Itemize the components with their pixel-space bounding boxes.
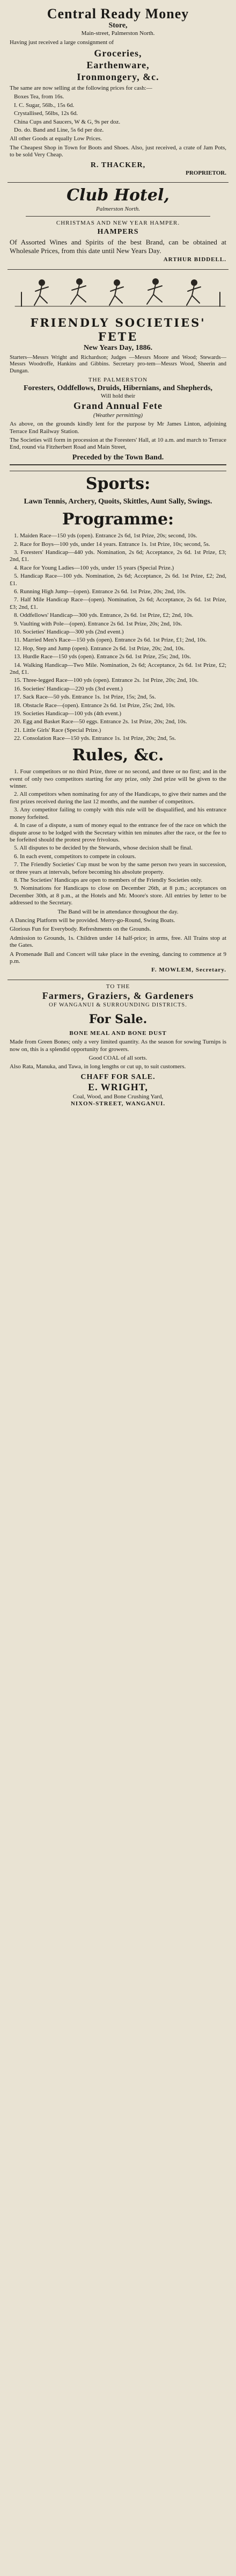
wright-place: NIXON-STREET, WANGANUI.: [70, 1100, 166, 1107]
event-item: 12. Hop, Step and Jump (open). Entrance 2s 6d. 1st Prize, 20s; 2nd, 10s.: [14, 645, 185, 652]
fete-will: Will hold their: [100, 393, 136, 400]
divider: [10, 464, 226, 471]
rule-item: 2. All competitors when nominating for any of the Handicaps, to give their names and the first prizes received during the last 12 months, and the number of competitors.: [10, 791, 226, 805]
divider: [26, 216, 210, 217]
rules-list: [10, 768, 226, 906]
sports-list: Lawn Tennis, Archery, Quoits, Skittles, Aunt Sally, Swings.: [24, 498, 212, 506]
price-item: I. C. Sugar, 56lb., 15s 6d.: [14, 102, 75, 109]
event-item: 16. Societies' Handicap—220 yds (3rd event.): [14, 685, 123, 692]
hotel-body: Of Assorted Wines and Spirits of the best Brand, can be obtained at Wholesale Prices, from this date until New Years Day.: [10, 238, 226, 255]
newspaper-column: [8, 0, 228, 1117]
fete-signature: F. MOWLEM, Secretary.: [151, 967, 226, 974]
store-goods-2: Earthenware,: [86, 60, 150, 71]
event-item: 7. Half Mile Handicap Race—(open). Nomination, 2s 6d; Acceptance, 2s 6d. 1st Prize, £3; 2nd, £1.: [10, 596, 226, 610]
store-headline: Central Ready Money: [47, 6, 189, 21]
wright-address: Coal, Wood, and Bone Crushing Yard,: [72, 1093, 164, 1100]
store-subhead: Store,: [108, 21, 128, 30]
runners-illustration: [10, 276, 231, 311]
fete-title: FRIENDLY SOCIETIES' FETE: [30, 316, 206, 343]
event-item: 13. Hurdle Race—150 yds (open). Entrance 2s 6d. 1st Prize, 25s; 2nd, 10s.: [14, 653, 191, 660]
event-item: 15. Three-legged Race—100 yds (open). Entrance 2s. 1st Prize, 20s; 2nd, 10s.: [14, 677, 199, 684]
bone-meal-heading: BONE MEAL AND BONE DUST: [69, 1030, 167, 1037]
event-item: 9. Vaulting with Pole—(open). Entrance 2s 6d. 1st Prize, 20s; 2nd, 10s.: [14, 620, 182, 627]
event-item: 6. Running High Jump—(open). Entrance 2s 6d. 1st Prize, 20s; 2nd, 10s.: [14, 588, 187, 595]
event-item: 8. Oddfellows' Handicap—300 yds. Entrance, 2s 6d. 1st Prize, £2; 2nd, 10s.: [14, 612, 194, 619]
event-item: 11. Married Men's Race—150 yds (open). Entrance 2s 6d. 1st Prize, £1; 2nd, 10s.: [14, 637, 207, 644]
club-hotel-advert: [8, 183, 228, 270]
event-item: 10. Societies' Handicap—300 yds (2nd event.): [14, 628, 124, 635]
event-item: 2. Race for Boys—100 yds, under 14 years. Entrance 1s. 1st Prize, 10s; second, 5s.: [14, 541, 210, 548]
farmers-district: OF WANGANUI & SURROUNDING DISTRICTS.: [49, 1002, 187, 1009]
event-item: 19. Societies Handicap—100 yds (4th event.): [14, 710, 122, 717]
fete-para-1: As above, on the grounds kindly lent for the purpose by Mr James Linton, adjoining Terrace End Railway Station.: [10, 421, 226, 435]
price-item: Boxes Tea, from 16s.: [14, 93, 64, 100]
price-item: Do. do. Band and Line, 5s 6d per doz.: [14, 127, 104, 134]
rule-item: 6. In each event, competitors to compete in colours.: [14, 853, 136, 860]
store-address: Main-street, Palmerston North.: [81, 30, 155, 37]
central-store-advert: [8, 3, 228, 183]
price-item: Crystallised, 56lbs, 12s 6d.: [14, 110, 78, 117]
store-goods-3: Ironmongery, &c.: [77, 71, 159, 83]
event-item: 4. Race for Young Ladies—100 yds, under 15 years (Special Prize.): [14, 564, 174, 571]
wright-name: E. WRIGHT,: [88, 1081, 148, 1092]
store-proprietor-title: PROPRIETOR.: [186, 169, 226, 176]
sports-title: Sports:: [85, 474, 151, 493]
timber-line: Also Rata, Manuka, and Tawa, in long lengths or cut up, to suit customers.: [10, 1063, 186, 1070]
friendly-societies-fete: [8, 270, 228, 980]
bone-meal-advert: [8, 980, 228, 1113]
store-proprietor: R. THACKER,: [90, 161, 146, 169]
fete-band: Preceded by the Town Band.: [72, 453, 164, 462]
programme-title: Programme:: [62, 509, 174, 529]
rules-title: Rules, &c.: [72, 745, 164, 765]
rule-item: 8. The Societies' Handicaps are open to members of the Friendly Societies only.: [14, 876, 203, 883]
hotel-signature: ARTHUR BIDDELL.: [163, 256, 226, 263]
for-sale: For Sale.: [88, 1012, 148, 1026]
farmers-to: TO THE: [106, 983, 130, 990]
event-item: 14. Walking Handicap—Two Mile. Nomination, 2s 6d; Acceptance, 2s 6d. 1st Prize, £2; 2nd, £1.: [10, 661, 226, 676]
hotel-place: Palmerston North.: [96, 205, 140, 212]
fete-dancing: A Dancing Platform will be provided. Merry-go-Round, Swing Boats.: [10, 917, 175, 924]
fete-para-2: The Societies will form in procession at the Foresters' Hall, at 10 a.m. and march to Terrace End, round via Fitzherbert Road and Main Street,: [10, 436, 226, 451]
event-item: 17. Sack Race—50 yds. Entrance 1s. 1st Prize, 15s; 2nd, 5s.: [14, 694, 156, 701]
rule-item: 1. Four competitors or no third Prize, three or no second, and three or no first; and in the event of only two competitors starting for any prize, only 2nd prize will be given to the winner.: [10, 768, 226, 790]
fete-fun: Glorious Fun for Everybody. Refreshments on the Grounds.: [10, 926, 151, 933]
store-intro: Having just received a large consignment of: [10, 39, 114, 46]
fete-annual: Grand Annual Fete: [73, 400, 163, 411]
store-boots: The Cheapest Shop in Town for Boots and Shoes. Also, just received, a crate of Jam Pots, to be sold Very Cheap.: [10, 144, 226, 159]
store-closing: All other Goods at equally Low Prices.: [10, 135, 102, 142]
fete-date: New Years Day, 1886.: [83, 344, 153, 352]
coal-line: Good COAL of all sorts.: [88, 1055, 148, 1062]
event-item: 20. Egg and Basket Race—50 eggs. Entrance 2s. 1st Prize, 20s; 2nd, 10s.: [14, 718, 187, 725]
rule-item: 5. All disputes to be decided by the Stewards, whose decision shall be final.: [14, 845, 193, 852]
fete-officials: Starters—Messrs Wright and Richardson; Judges —Messrs Moore and Wood; Stewards—Messrs Woodroffe, Hankins and Gibbins. Secretary pro-tem—Messrs Wood, Sheerin and Dungan.: [10, 354, 226, 375]
farmers-heading: Farmers, Graziers, & Gardeners: [42, 990, 194, 1002]
hotel-name: Club Hotel,: [67, 186, 169, 205]
fete-admission: Admission to Grounds, 1s. Children under 14 half-price; in arms, free. All Trains stop at the Gates.: [10, 934, 226, 949]
rule-item: 7. The Friendly Societies' Cup must be won by the same person two years in succession, or three years at intervals, before becoming his absolute property.: [10, 861, 226, 875]
fete-orders: Foresters, Oddfellows, Druids, Hibernians, and Shepherds,: [23, 384, 213, 393]
store-intro-2: The same are now selling at the following prices for cash:—: [10, 85, 152, 92]
event-item: 1. Maiden Race—150 yds (open). Entrance 2s 6d, 1st Prize, 20s; second, 10s.: [14, 533, 197, 539]
store-goods-1: Groceries,: [94, 48, 142, 59]
event-item: 3. Foresters' Handicap—440 yds. Nomination, 2s 6d; Acceptance, 2s 6d. 1st Prize, £3; 2nd, £1.: [10, 549, 226, 563]
fete-the: THE PALMERSTON: [88, 376, 148, 383]
bone-para: Made from Green Bones; only a very limited quantity. As the season for sowing Turnips is now on, this is a splendid opportunity for growers.: [10, 1039, 226, 1053]
event-item: 18. Obstacle Race—(open). Entrance 2s 6d. 1st Prize, 25s; 2nd, 10s.: [14, 702, 175, 709]
price-item: China Cups and Saucers, W & G, 9s per doz.: [14, 118, 121, 125]
fete-weather: (Weather permitting): [93, 412, 143, 419]
rule-item: 4. In case of a dispute, a sum of money equal to the entrance fee of the race on which the dispute arose to be lodged with the Secretary within ten minutes after the race, or the fee to be forfeited should the protest prove frivolous.: [10, 822, 226, 843]
rule-item: 9. Nominations for Handicaps to close on December 26th, at 8 p.m.; acceptances on December 30th, at 8 p.m., at the Hotels and Mr. Moore's store. All entries by letter to be addressed to the Secretary.: [10, 885, 226, 906]
rule-item: 3. Any competitor failing to comply with this rule will be disqualified, and his entrance money forfeited.: [10, 807, 226, 821]
events-list: [10, 533, 226, 743]
fete-band-note: The Band will be in attendance throughout the day.: [57, 908, 179, 915]
event-item: 21. Little Girls' Race (Special Prize.): [14, 726, 101, 733]
event-item: 22. Consolation Race—150 yds. Entrance 1s. 1st Prize, 20s; 2nd, 5s.: [14, 735, 176, 742]
chaff-heading: CHAFF FOR SALE.: [80, 1073, 156, 1081]
hotel-line-1: CHRISTMAS AND NEW YEAR HAMPER.: [56, 220, 180, 227]
event-item: 5. Handicap Race—100 yds. Nomination, 2s 6d; Acceptance, 2s 6d. 1st Prize, £2; 2nd, £1.: [10, 573, 226, 587]
hotel-line-2: HAMPERS: [97, 227, 139, 236]
fete-promenade: A Promenade Ball and Concert will take place in the evening, dancing to commence at 9 p.m.: [10, 951, 226, 965]
